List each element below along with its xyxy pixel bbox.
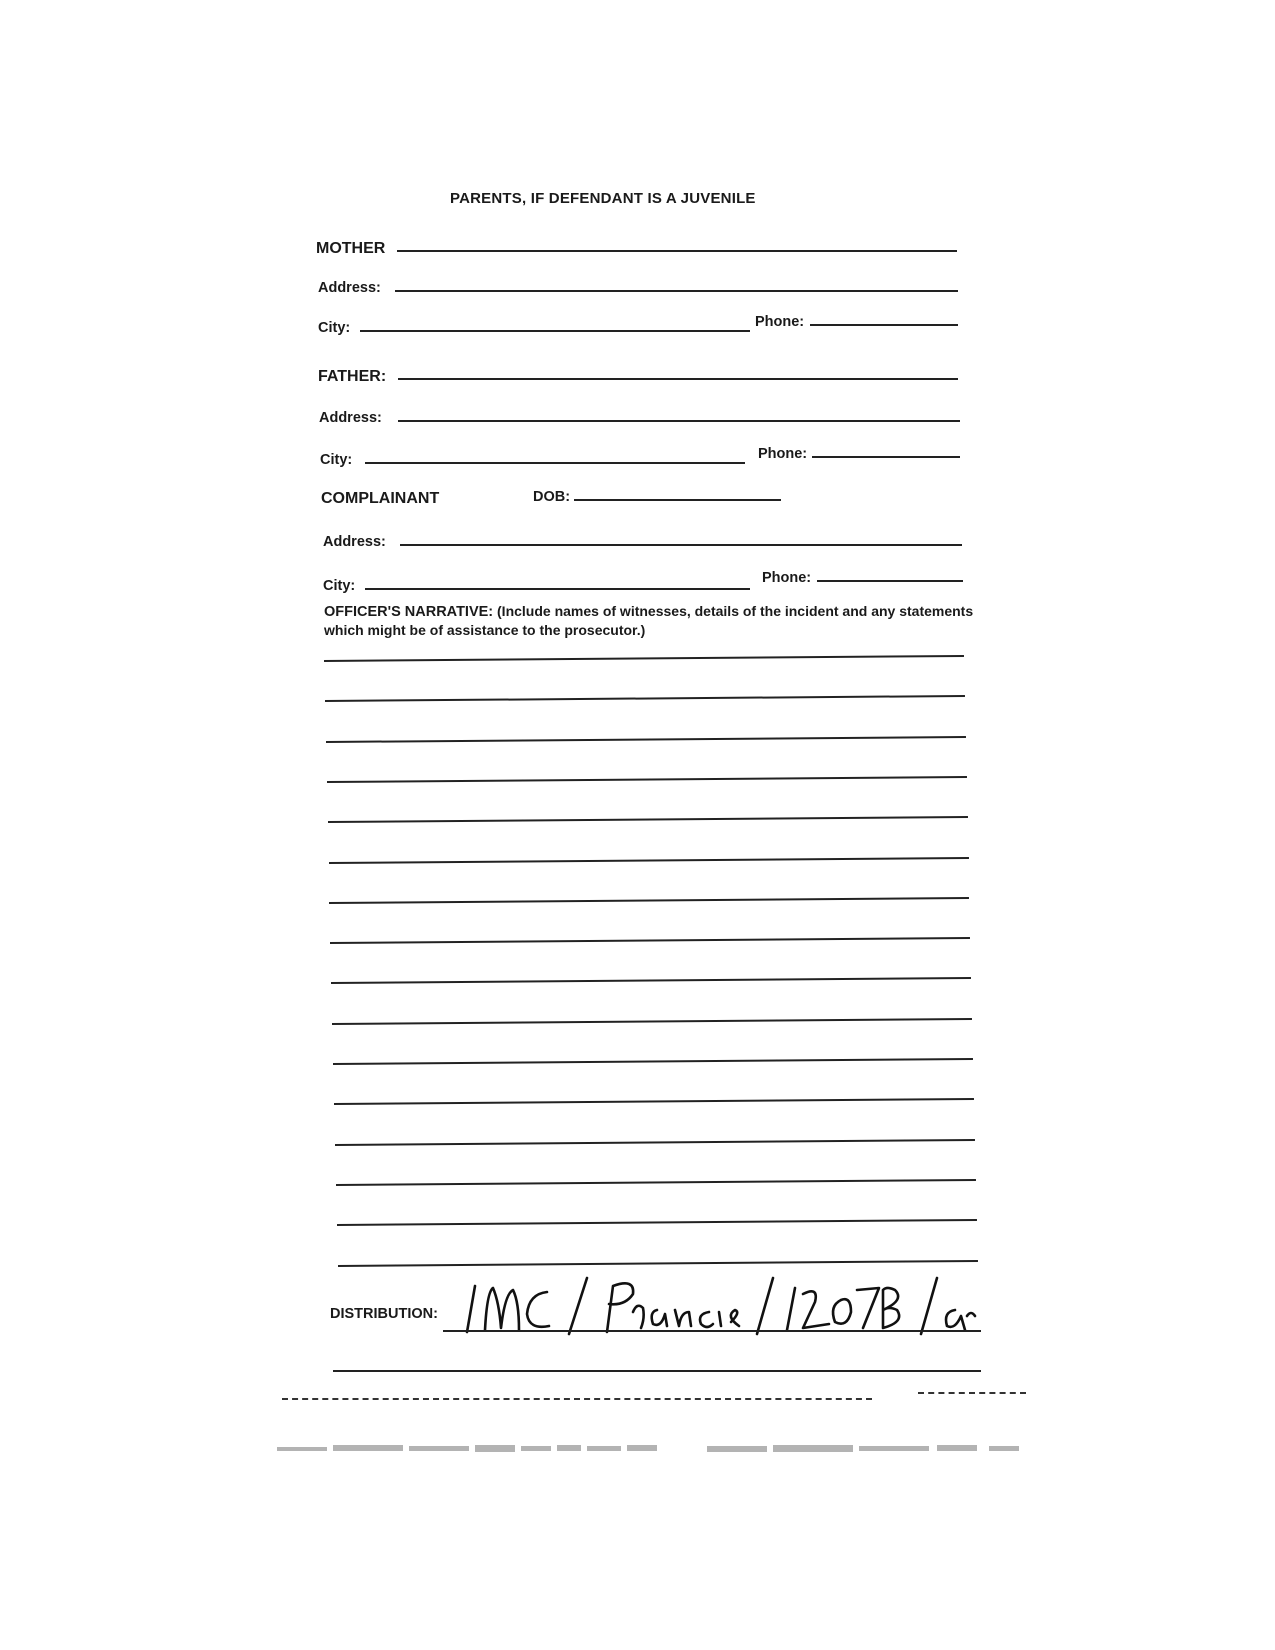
cut-line-right: [918, 1392, 1026, 1394]
cut-line: [282, 1398, 872, 1400]
complainant-phone-field[interactable]: [817, 580, 963, 582]
mother-name-field[interactable]: [397, 250, 957, 252]
distribution-label: DISTRIBUTION:: [330, 1306, 438, 1322]
complainant-phone-label: Phone:: [762, 570, 812, 586]
narrative-line[interactable]: [333, 1058, 973, 1065]
complainant-address-label: Address:: [323, 534, 386, 550]
father-phone-field[interactable]: [812, 456, 960, 458]
mother-phone-label: Phone:: [755, 314, 805, 330]
narrative-line[interactable]: [324, 655, 964, 662]
complainant-dob-label: DOB:: [533, 489, 571, 505]
mother-city-label: City:: [318, 320, 351, 336]
narrative-line[interactable]: [329, 897, 969, 904]
distribution-field-second[interactable]: [333, 1370, 981, 1372]
faded-footer-text: [277, 1443, 1025, 1455]
narrative-line[interactable]: [330, 937, 970, 944]
complainant-label: COMPLAINANT: [321, 490, 440, 507]
narrative-line[interactable]: [326, 736, 966, 743]
distribution-handwriting: [457, 1272, 977, 1344]
narrative-title: OFFICER'S NARRATIVE:: [324, 604, 494, 620]
page-title: PARENTS, IF DEFENDANT IS A JUVENILE: [450, 190, 756, 207]
narrative-line[interactable]: [328, 816, 968, 823]
father-phone-label: Phone:: [758, 446, 808, 462]
complainant-city-field[interactable]: [365, 588, 750, 590]
narrative-line[interactable]: [327, 776, 967, 783]
father-address-field[interactable]: [398, 420, 960, 422]
mother-address-field[interactable]: [395, 290, 958, 292]
narrative-line[interactable]: [331, 977, 971, 984]
distribution-field[interactable]: [443, 1330, 981, 1332]
father-city-field[interactable]: [365, 462, 745, 464]
mother-label: MOTHER: [316, 240, 386, 257]
complainant-city-label: City:: [323, 578, 356, 594]
father-city-label: City:: [320, 452, 353, 468]
narrative-line[interactable]: [337, 1219, 977, 1226]
narrative-heading: [324, 602, 974, 639]
father-address-label: Address:: [319, 410, 382, 426]
narrative-line[interactable]: [335, 1139, 975, 1146]
father-name-field[interactable]: [398, 378, 958, 380]
narrative-line[interactable]: [334, 1098, 974, 1105]
mother-city-field[interactable]: [360, 330, 750, 332]
complainant-dob-field[interactable]: [574, 499, 781, 501]
narrative-line[interactable]: [338, 1259, 978, 1266]
narrative-line[interactable]: [329, 856, 969, 863]
mother-phone-field[interactable]: [810, 324, 958, 326]
narrative-instructions: (Include names of witnesses, details of the incident and any statements which might be of assistance to the prosecutor.): [324, 603, 974, 638]
narrative-line[interactable]: [336, 1179, 976, 1186]
complainant-address-field[interactable]: [400, 544, 962, 546]
narrative-line[interactable]: [332, 1018, 972, 1025]
narrative-line[interactable]: [325, 695, 965, 702]
father-label: FATHER:: [318, 368, 387, 385]
mother-address-label: Address:: [318, 280, 381, 296]
